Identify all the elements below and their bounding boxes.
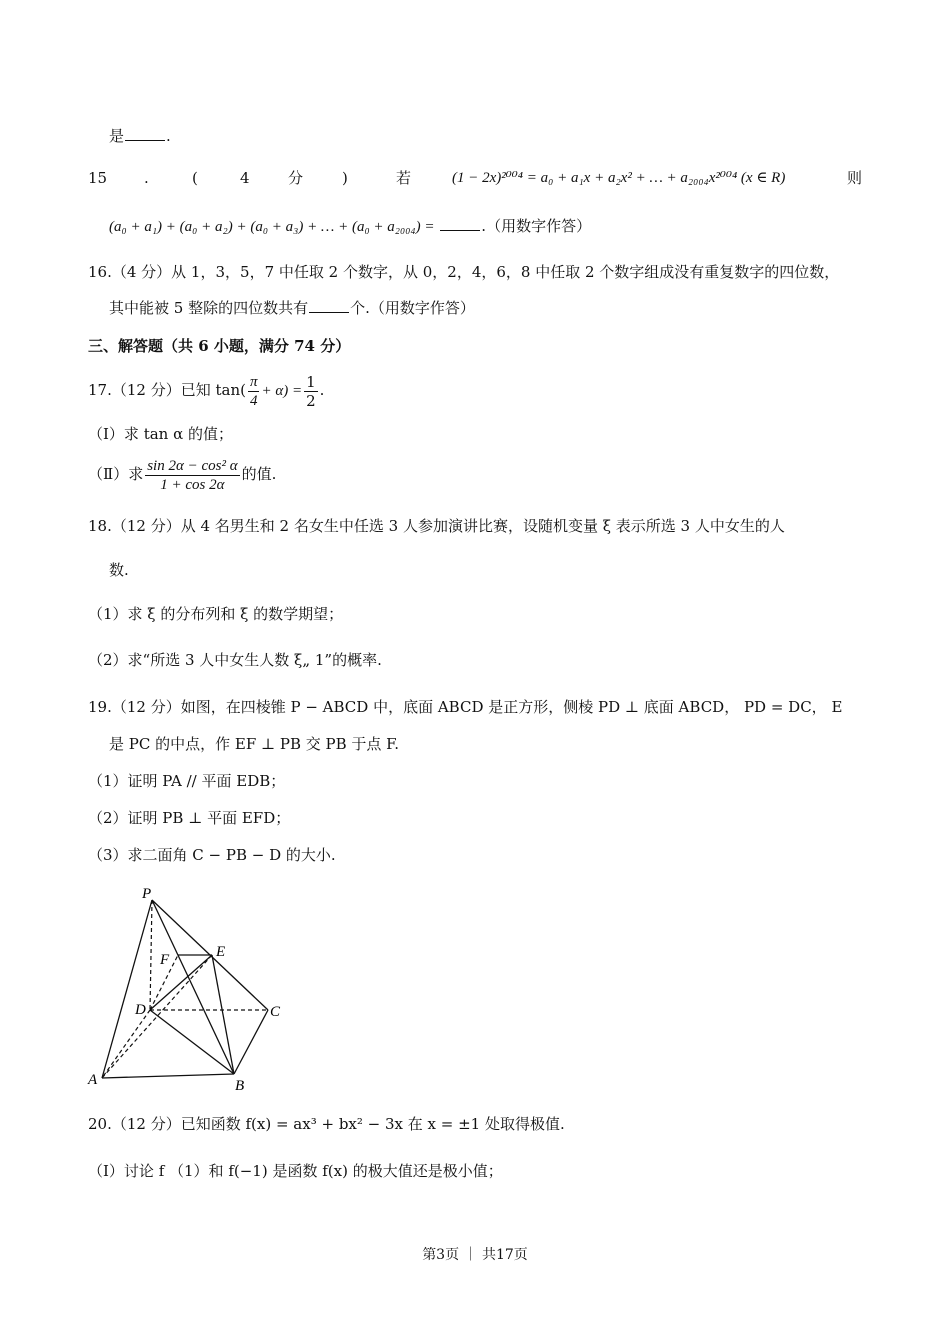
- edge-AB: [102, 1074, 234, 1078]
- q19-line2: 是 PC 的中点，作 EF ⊥ PB 交 PB 于点 F.: [109, 735, 400, 753]
- q14-tail-end: .: [166, 127, 171, 145]
- q18-line2: 数.: [109, 561, 129, 579]
- fraction-denominator: 1 + cos 2α: [160, 476, 225, 493]
- q19-line1: 19.（12 分）如图，在四棱锥 P − ABCD 中，底面 ABCD 是正方形，侧棱 PD ⊥ 底面 ABCD， PD = DC， E: [88, 698, 843, 716]
- edge-AE: [102, 955, 212, 1078]
- q15-expression: (a₀ + a₁) + (a₀ + a₂) + (a₀ + a₃) + … + (a₀ + a₂₀₀₄) =: [109, 219, 435, 235]
- q18-part1: （1）求 ξ 的分布列和 ξ 的数学期望；: [88, 605, 344, 623]
- q20-line1: 20.（12 分）已知函数 f(x) = ax³ + bx² − 3x 在 x = ±1 处取得极值.: [88, 1115, 565, 1133]
- q17-prefix: 17.（12 分）已知 tan(: [88, 381, 246, 399]
- trig-fraction: [145, 457, 239, 494]
- q16-text-a: 其中能被 5 整除的四位数共有: [109, 299, 309, 317]
- fraction-denominator: 4: [249, 392, 258, 409]
- q17-part2-suffix: 的值.: [241, 465, 277, 483]
- q14-tail-text: 是: [109, 127, 125, 145]
- q15-note: .（用数字作答）: [481, 217, 592, 235]
- label-C: C: [270, 1004, 281, 1020]
- label-D: D: [135, 1002, 146, 1018]
- q19-part1: （1）证明 PA // 平面 EDB；: [88, 772, 286, 790]
- q17-part1: （Ⅰ）求 tan α 的值；: [88, 425, 233, 443]
- q18-part2: （2）求“所选 3 人中女生人数 ξ„ 1”的概率.: [88, 651, 382, 669]
- q17-end: .: [319, 381, 325, 399]
- q16-line2: [109, 298, 475, 318]
- q17-mid: + α) =: [261, 383, 303, 399]
- q19-part3: （3）求二面角 C − PB − D 的大小.: [88, 846, 336, 864]
- answer-blank: [440, 216, 480, 231]
- label-P: P: [142, 886, 152, 902]
- q16-line1: 16.（4 分）从 1，3，5，7 中任取 2 个数字，从 0，2，4，6，8 中任取 2 个数字组成没有重复数字的四位数，: [88, 263, 840, 281]
- q14-tail: [109, 126, 171, 146]
- answer-blank: [309, 298, 349, 313]
- q15-score-open: (: [192, 169, 198, 187]
- q18-line1: 18.（12 分）从 4 名男生和 2 名女生中任选 3 人参加演讲比赛，设随机变量 ξ 表示所选 3 人中女生的人: [88, 517, 785, 535]
- q15-dot: .: [144, 169, 149, 187]
- section-title: 三、解答题（共 6 小题，满分 74 分）: [88, 337, 351, 355]
- fraction-denominator: 2: [306, 391, 316, 410]
- q15-then: 则: [847, 169, 863, 187]
- q15-equation: (1 − 2x)²⁰⁰⁴ = a₀ + a₁x + a₂x² + … + a₂₀₀₄x²⁰⁰⁴ (x ∈ R): [452, 170, 786, 186]
- label-E: E: [216, 944, 226, 960]
- fraction-numerator: 1: [306, 372, 316, 391]
- q15-number: 15: [88, 169, 108, 187]
- page-footer: 第3页 ｜ 共17页: [422, 1247, 528, 1263]
- q15-score-unit: 分: [288, 169, 304, 187]
- answer-blank: [125, 126, 165, 141]
- edge-DA: [102, 1010, 150, 1078]
- pyramid-figure: [80, 880, 300, 1095]
- pi-over-4-fraction: [248, 373, 260, 410]
- q16-text-b: 个.（用数字作答）: [350, 299, 475, 317]
- q17-part2-prefix: （Ⅱ）求: [88, 465, 144, 483]
- edge-BC: [234, 1010, 268, 1074]
- fraction-numerator: π: [249, 373, 258, 390]
- q15-score: 4: [240, 169, 250, 187]
- edge-DB: [150, 1010, 234, 1074]
- q15-line2: [109, 216, 591, 237]
- edge-PD: [150, 900, 152, 1010]
- fraction-numerator: sin 2α − cos² α: [147, 457, 238, 474]
- label-B: B: [235, 1078, 245, 1094]
- q17-part2: [88, 456, 276, 494]
- edge-PA: [102, 900, 152, 1078]
- label-F: F: [160, 952, 170, 968]
- edge-EB: [212, 955, 234, 1074]
- q19-part2: （2）证明 PB ⊥ 平面 EFD；: [88, 809, 291, 827]
- one-half-fraction: [304, 373, 318, 410]
- label-A: A: [88, 1072, 98, 1088]
- edge-PB: [152, 900, 234, 1074]
- q15-score-close: ): [342, 169, 348, 187]
- q17-stem: [88, 372, 324, 410]
- q20-part1: （Ⅰ）讨论 f （1）和 f(−1) 是函数 f(x) 的极大值还是极小值；: [88, 1162, 503, 1180]
- q15-if: 若: [396, 169, 412, 187]
